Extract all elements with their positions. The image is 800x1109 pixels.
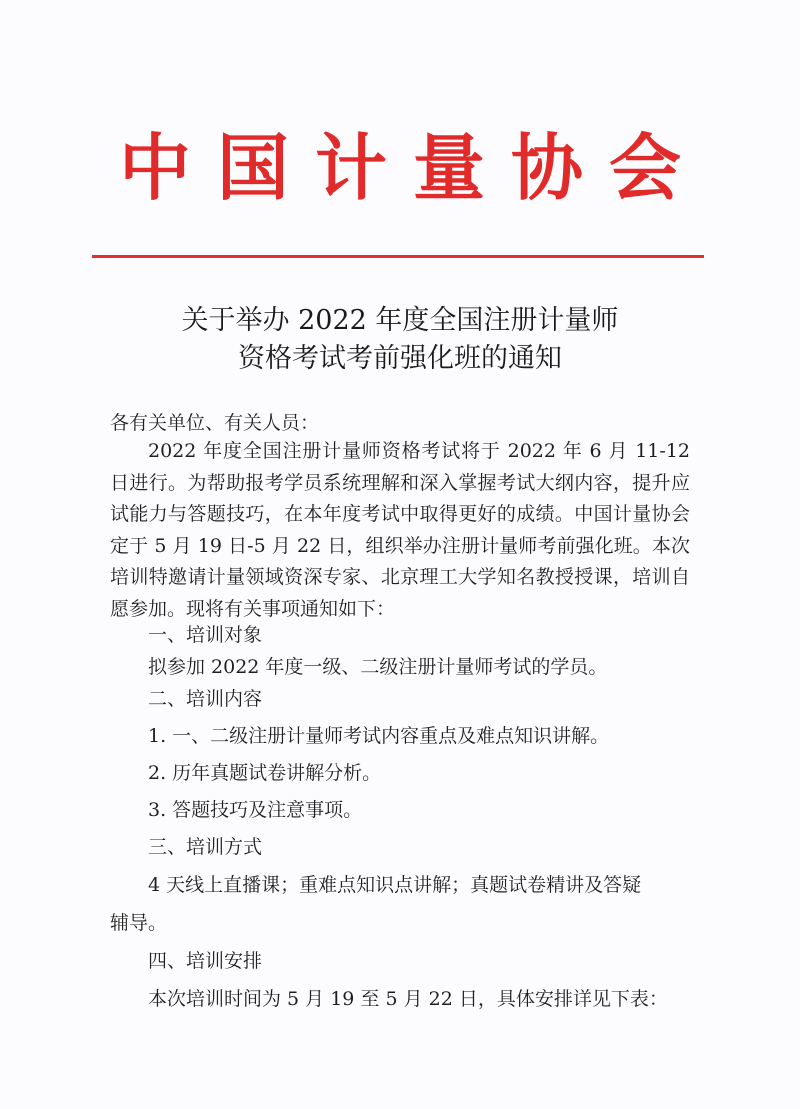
section-3-text-line-1: 4 天线上直播课；重难点知识点讲解；真题试卷精讲及答疑 — [148, 874, 642, 896]
intro-paragraph: 2022 年度全国注册计量师资格考试将于 2022 年 6 月 11-12 日进行。为帮助报考学员系统理解和深入掌握考试大纲内容，提升应试能力与答题技巧，在本年度考试中取得更好的成绩。中国计量协会定于 5 月 19 日-5 月 22 日，组织举办注册计量师考前强化班。本次培训特邀请计量领域资深专家、北京理工大学知名教授授课，培训自愿参加。现将有关事项通知如下： — [110, 440, 690, 620]
section-3-text-line-2: 辅导。 — [110, 912, 168, 934]
section-2-item-3: 3. 答题技巧及注意事项。 — [148, 799, 363, 821]
section-1-text: 拟参加 2022 年度一级、二级注册计量师考试的学员。 — [148, 656, 608, 678]
letterhead-divider — [92, 255, 704, 258]
notice-title-line-1: 关于举办 2022 年度全国注册计量师 — [181, 305, 619, 336]
section-2-heading: 二、培训内容 — [148, 688, 263, 710]
notice-title — [0, 302, 800, 378]
section-1-heading: 一、培训对象 — [148, 624, 263, 646]
section-3-heading: 三、培训方式 — [148, 836, 263, 858]
notice-title-line-2: 资格考试考前强化班的通知 — [238, 343, 562, 374]
salutation: 各有关单位、有关人员： — [110, 412, 320, 434]
section-2-item-2: 2. 历年真题试卷讲解分析。 — [148, 762, 382, 784]
letterhead-title: 中国计量协会 — [118, 125, 707, 210]
section-4-text: 本次培训时间为 5 月 19 至 5 月 22 日，具体安排详见下表： — [148, 988, 668, 1010]
section-2-item-1: 1. 一、二级注册计量师考试内容重点及难点知识讲解。 — [148, 725, 610, 747]
section-4-heading: 四、培训安排 — [148, 950, 263, 972]
